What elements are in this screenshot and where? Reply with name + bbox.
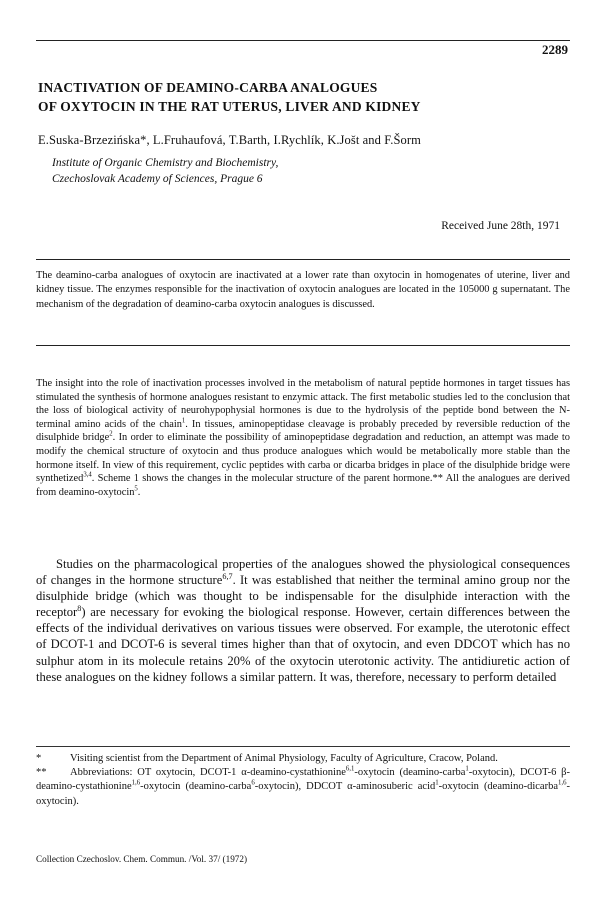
author-list: E.Suska-Brzezińska*, L.Fruhaufová, T.Barth, I.Rychlík, K.Jošt and F.Šorm bbox=[38, 133, 421, 147]
body-text-1: Studies on the pharmacological properties of the analogues showed the physiological consequences of changes in the hormone structure bbox=[36, 557, 570, 588]
footnote-sup: 1,6 bbox=[131, 779, 141, 787]
footnote-2-text: -oxytocin). bbox=[36, 781, 570, 807]
citation-ref: 2 bbox=[109, 430, 113, 438]
abstract-bottom-rule bbox=[36, 345, 570, 346]
footnote-2 bbox=[36, 766, 570, 809]
affiliation bbox=[52, 155, 278, 187]
header-rule bbox=[36, 40, 570, 41]
affiliation-line-1: Institute of Organic Chemistry and Biochemistry, bbox=[52, 157, 279, 169]
journal-citation-footer: Collection Czechoslov. Chem. Commun. /Vol. 37/ (1972) bbox=[36, 854, 248, 864]
citation-ref: 6,7 bbox=[222, 571, 233, 581]
footnote-2-text: -oxytocin), DCOT-6 β-deamino-cystathionine bbox=[36, 767, 570, 793]
footnote-sup: 1,6 bbox=[557, 779, 567, 787]
intro-text-2: . In tissues, aminopeptidase cleavage is probably preceded by reversible reduction of the disulphide bridge bbox=[36, 418, 570, 444]
footnote-sup: 6 bbox=[251, 779, 255, 787]
footnote-1-text: Visiting scientist from the Department of Animal Physiology, Faculty of Agriculture, Cracow, Poland. bbox=[70, 753, 498, 764]
footnote-2-text: -oxytocin (deamino-carba bbox=[140, 781, 252, 793]
footnote-sup: 1 bbox=[465, 765, 469, 773]
abstract: The deamino-carba analogues of oxytocin are inactivated at a lower rate than oxytocin in homogenates of uterine, liver and kidney tissue. The enzymes responsible for the inactivation of oxytocin analogues are located in the 105000 g supernatant. The mechanism of the degradation of deamino-carba oxytocin analogues is discussed. bbox=[36, 270, 570, 310]
citation-ref: 1 bbox=[181, 417, 186, 425]
footnote-mark: ** bbox=[36, 767, 47, 779]
citation-ref: 8 bbox=[77, 604, 82, 614]
intro-text-3: . In order to eliminate the possibility of aminopeptidase degradation and reduction, an attempt was made to modify the chemical structure of oxytocin and thus produce analogues which would be metabolically more stable than the hormone itself. In view of this requirement, cyclic peptides with carba or dicarba bridges in place of the disulphide bridge were synthetized bbox=[36, 432, 570, 485]
page-number: 2289 bbox=[542, 42, 568, 57]
footnote-mark: * bbox=[36, 753, 42, 764]
title-line-1: INACTIVATION OF DEAMINO-CARBA ANALOGUES bbox=[38, 80, 378, 95]
article-title bbox=[38, 78, 568, 116]
intro-text-1: The insight into the role of inactivation processes involved in the metabolism of natural peptide hormones in target tissues has stimulated the synthesis of hormone analogues resistant to enzymic attack. The first metabolic studies led to the conclusion that the loss of biological activity of neurohypophysial hormones is due to the hydrolysis of the peptide bond between the N-terminal amino acids of the chain bbox=[36, 378, 570, 430]
affiliation-line-2: Czechoslovak Academy of Sciences, Prague 6 bbox=[52, 173, 263, 185]
citation-ref: 5 bbox=[134, 485, 138, 493]
body-text-3: ) are necessary for evoking the biological response. However, certain differences between the effects of the individual derivatives on various tissues were observed. For example, the uterotonic effect of DCOT-1 and DCOT-6 is several times higher than that of oxytocin, and even DDCOT which has no sulphur atom in its molecule retains 20% of the oxytocin uterotonic activity. The antidiuretic action of these analogues on the kidney follows a similar pattern. It was, therefore, necessary to perform detailed bbox=[36, 605, 570, 684]
footnote-2-text: Abbreviations: OT oxytocin, DCOT-1 α-deamino-cystathionine bbox=[70, 767, 346, 779]
body-text-2: . It was established that neither the terminal amino group nor the disulphide bridge (which was thought to be indispensable for the disulphide interaction with the receptor bbox=[36, 573, 570, 620]
footnote-rule bbox=[36, 746, 570, 747]
footnote-sup: 6,1 bbox=[345, 765, 355, 773]
received-date: Received June 28th, 1971 bbox=[441, 220, 560, 232]
body-paragraph bbox=[36, 556, 570, 685]
title-line-2: OF OXYTOCIN IN THE RAT UTERUS, LIVER AND KIDNEY bbox=[38, 99, 421, 114]
footnote-2-text: -oxytocin (deamino-dicarba bbox=[438, 781, 558, 793]
intro-text-4: . Scheme 1 shows the changes in the molecular structure of the parent hormone.** All the analogues are derived from deamino-oxytocin bbox=[36, 473, 570, 498]
footnote-2-text: -oxytocin), DDCOT α-aminosuberic acid bbox=[254, 781, 436, 793]
footnote-sup: 1 bbox=[435, 779, 439, 787]
abstract-top-rule bbox=[36, 259, 570, 260]
footnotes bbox=[36, 752, 570, 809]
intro-text-5: . bbox=[137, 486, 141, 498]
footnote-1 bbox=[36, 752, 570, 766]
footnote-2-text: -oxytocin (deamino-carba bbox=[354, 767, 466, 779]
citation-ref: 3,4 bbox=[83, 471, 92, 479]
intro-paragraph bbox=[36, 377, 570, 499]
